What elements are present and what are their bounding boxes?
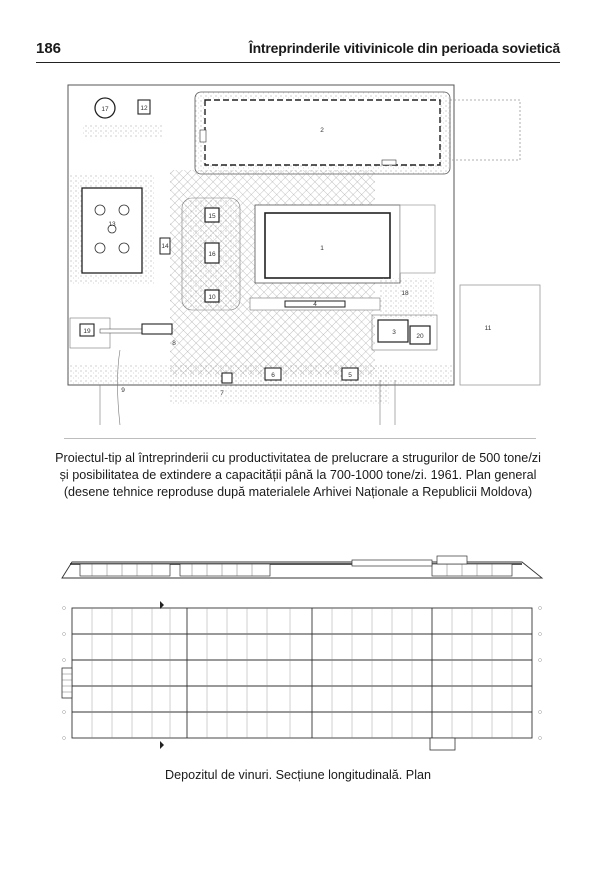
page-number: 186 (36, 40, 62, 57)
label-17: 17 (101, 106, 109, 113)
site-plan-drawing (60, 80, 550, 425)
figure2-caption: Depozitul de vinuri. Secțiune longitudinală. Plan (164, 768, 432, 782)
label-4: 4 (313, 301, 317, 308)
caption-divider (64, 438, 536, 439)
label-12: 12 (140, 105, 148, 112)
figure1-caption-line-3: (desene tehnice reproduse după materialele Arhivei Naționale a Republicii Moldova) (63, 485, 533, 499)
label-9: 9 (121, 387, 125, 394)
label-6: 6 (271, 372, 275, 379)
figure1-caption-line-1: Proiectul-tip al întreprinderii cu productivitatea de prelucrare a strugurilor de 500 tone/zi (55, 451, 541, 465)
label-19: 19 (83, 328, 91, 335)
label-2: 2 (320, 127, 324, 134)
label-20: 20 (416, 333, 424, 340)
label-5: 5 (348, 372, 352, 379)
running-title: Întreprinderile vitivinicole din perioada sovietică (248, 40, 560, 56)
figure1-caption (36, 450, 560, 501)
label-8: 8 (172, 340, 176, 347)
label-3: 3 (392, 329, 396, 336)
label-1: 1 (320, 245, 324, 252)
figure1-caption-line-2: și posibilitatea de extindere a capacității până la 700-1000 tone/zi. 1961. Plan general (59, 468, 537, 482)
label-7: 7 (220, 390, 224, 397)
label-10: 10 (208, 294, 216, 301)
label-13: 13 (108, 221, 116, 228)
header-rule (36, 62, 560, 63)
label-16: 16 (208, 251, 216, 258)
label-11: 11 (484, 325, 492, 332)
label-14: 14 (161, 243, 169, 250)
wine-depot-drawing (52, 548, 552, 753)
label-15: 15 (208, 213, 216, 220)
label-18: 18 (401, 290, 409, 297)
